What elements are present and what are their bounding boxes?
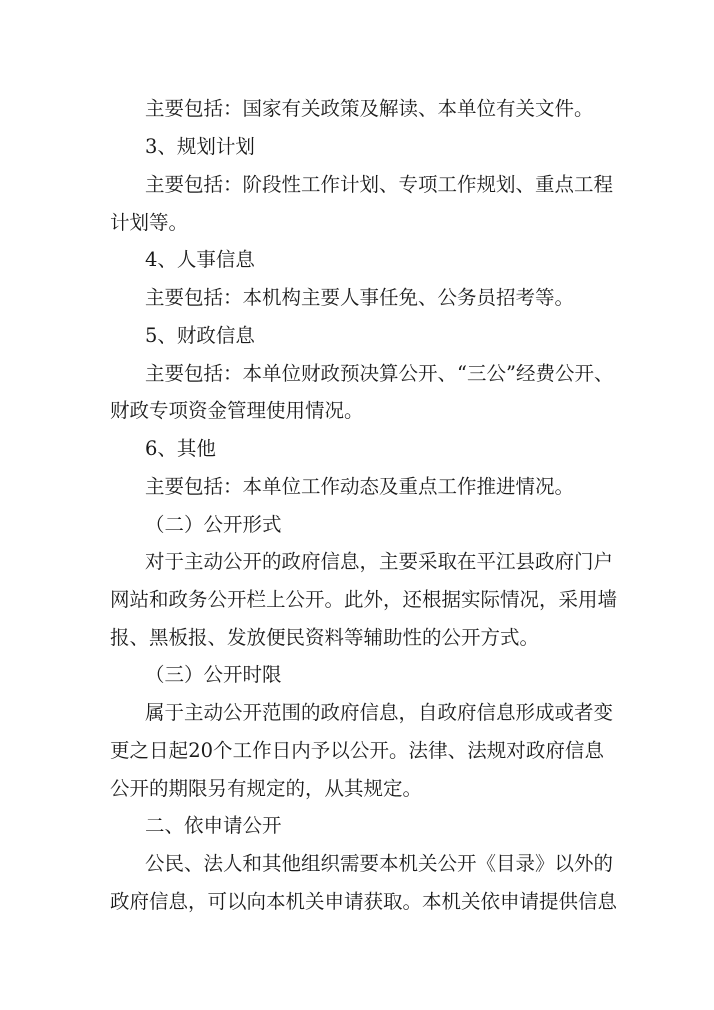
text-line: 政府信息，可以向本机关申请获取。本机关依申请提供信息 bbox=[110, 890, 618, 913]
text-line: 主要包括：阶段性工作计划、专项工作规划、重点工程 bbox=[145, 173, 614, 196]
text-line: 主要包括：本机构主要人事任免、公务员招考等。 bbox=[145, 286, 575, 309]
section-heading: （二）公开形式 bbox=[145, 513, 282, 536]
section-heading: （三）公开时限 bbox=[145, 663, 282, 686]
text-line: 公民、法人和其他组织需要本机关公开《目录》以外的 bbox=[145, 852, 614, 875]
section-heading: 3、规划计划 bbox=[145, 135, 255, 158]
section-heading: 二、依申请公开 bbox=[145, 814, 282, 837]
text-line: 报、黑板报、发放便民资料等辅助性的公开方式。 bbox=[110, 626, 540, 649]
text-line: 主要包括：本单位财政预决算公开、“三公”经费公开、 bbox=[145, 362, 614, 385]
section-heading: 5、财政信息 bbox=[145, 324, 255, 347]
text-line: 财政专项资金管理使用情况。 bbox=[110, 399, 364, 422]
text-line: 属于主动公开范围的政府信息，自政府信息形成或者变 bbox=[145, 701, 614, 724]
text-line: 计划等。 bbox=[110, 211, 189, 234]
text-line: 更之日起20个工作日内予以公开。法律、法规对政府信息 bbox=[110, 739, 604, 762]
text-line: 主要包括：国家有关政策及解读、本单位有关文件。 bbox=[145, 97, 594, 120]
section-heading: 6、其他 bbox=[145, 437, 216, 460]
text-line: 主要包括：本单位工作动态及重点工作推进情况。 bbox=[145, 475, 575, 498]
text-line: 对于主动公开的政府信息，主要采取在平江县政府门户 bbox=[145, 550, 614, 573]
text-line: 网站和政务公开栏上公开。此外，还根据实际情况，采用墙 bbox=[110, 588, 618, 611]
section-heading: 4、人事信息 bbox=[145, 248, 255, 271]
text-line: 公开的期限另有规定的，从其规定。 bbox=[110, 777, 423, 800]
